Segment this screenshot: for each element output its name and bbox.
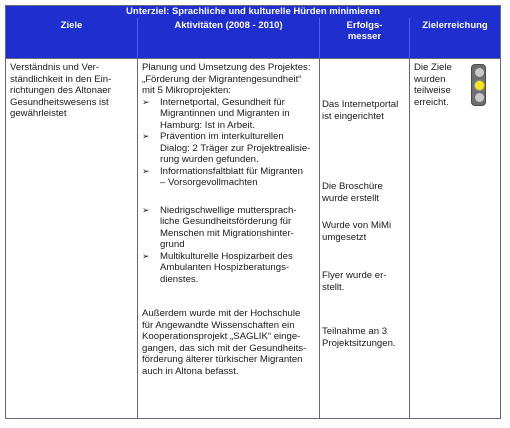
zielerreichung-cell: Die Ziele wurden teilweise erreicht. <box>414 62 452 108</box>
header-aktivitaeten: Aktivitäten (2008 - 2010) <box>138 18 319 58</box>
header-zielerreichung: Zielerreichung <box>410 18 500 58</box>
erfolgsmesser-2: Die Broschüre wurde erstellt <box>322 181 383 204</box>
red-lamp-icon <box>475 68 484 77</box>
arrow-bullet-icon: ➢ <box>142 96 150 107</box>
ziele-cell: Verständnis und Ver- ständlichkeit in den Ein- richtungen des Altonaer Gesundheitswesens ist gewährleistet <box>10 62 112 119</box>
grid-line <box>409 18 410 418</box>
erfolgsmesser-1: Das Internetportal ist eingerichtet <box>322 99 399 122</box>
arrow-bullet-icon: ➢ <box>142 131 150 141</box>
traffic-light-icon <box>471 64 486 106</box>
goal-table <box>5 5 501 419</box>
erfolgsmesser-4: Flyer wurde er- stellt. <box>322 270 387 293</box>
green-lamp-icon <box>475 93 484 102</box>
header-erfolgsmesser: Erfolgs- messer <box>320 18 409 58</box>
grid-line <box>137 18 138 418</box>
erfolgsmesser-5: Teilnahme an 3 Projektsitzungen. <box>322 326 396 349</box>
arrow-bullet-icon: ➢ <box>142 165 150 176</box>
list-item: ➢ Informationsfaltblatt für Migranten – Vorsorgevollmachten <box>142 165 303 188</box>
list-item: ➢ Niedrigschwellige muttersprach- liche Gesundheitsförderung für Menschen mit Migrationshinter- grund <box>142 204 297 250</box>
header-ziele: Ziele <box>6 18 137 58</box>
erfolgsmesser-3: Wurde von MiMi umgesetzt <box>322 220 392 243</box>
yellow-lamp-icon <box>475 81 484 90</box>
list-item: ➢ Internetportal, Gesundheit für Migrantinnen und Migranten in Hamburg: Ist in Arbeit. <box>142 96 290 131</box>
arrow-bullet-icon: ➢ <box>142 250 150 261</box>
table-title: Unterziel: Sprachliche und kulturelle Hürden minimieren <box>6 6 500 18</box>
list-item: ➢ Prävention im interkulturellen Dialog: 2 Träger zur Projektrealisie- rung wurden gefunden. <box>142 131 311 165</box>
aktivitaeten-cell: Planung und Umsetzung des Projektes: „Förderung der Migrantengesundheit“ mit 5 Mikroprojekten: ➢ Internetportal, Gesundheit für Migrantinnen und Migranten in Hamburg: Ist in Arbeit. ➢ Prävention im interkulturellen Dialog: 2 Träger zur Projektrealisie- rung wurden gefunden. ➢ Informationsfaltblatt für Migranten – Vorsorgevollmachten ➢ Niedrigschwellige muttersprach- liche Gesundheitsförderung für Menschen mit Migrationshinter- grund ➢ Multikulturelle Hospizarbeit des Ambulanten Hospizberatungs- dienstes. Außerdem wurde mit der Hochschule für Angewandte Wissenschaften ein Kooperationsprojekt „SAGLIK“ einge- gangen, das sich mit der Gesundheits- förderung älterer türkischer Migranten auch in Altona befasst. <box>142 62 318 377</box>
mikroprojekte-list-continued <box>142 205 318 286</box>
list-item: ➢ Multikulturelle Hospizarbeit des Ambulanten Hospizberatungs- dienstes. <box>142 250 293 285</box>
grid-line <box>6 58 500 59</box>
arrow-bullet-icon: ➢ <box>142 204 150 215</box>
grid-line <box>319 18 320 418</box>
mikroprojekte-list <box>142 97 318 189</box>
